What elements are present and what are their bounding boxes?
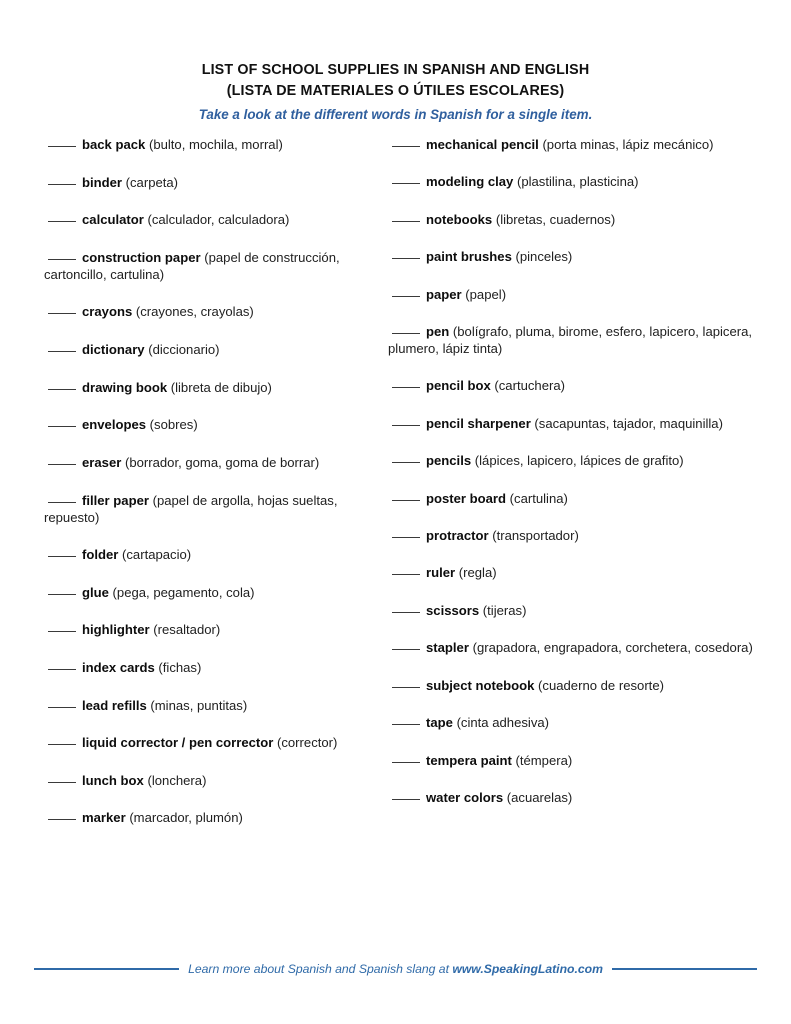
supply-term-english: pencil box bbox=[426, 378, 491, 394]
supply-entry bbox=[44, 136, 372, 153]
answer-blank-line[interactable] bbox=[48, 744, 76, 745]
supply-entry bbox=[44, 659, 372, 676]
supply-entry bbox=[388, 677, 761, 694]
supplies-column-right bbox=[378, 136, 791, 826]
supply-term-spanish: (borrador, goma, goma de borrar) bbox=[121, 454, 320, 470]
supply-term-spanish: (cartulina) bbox=[506, 490, 568, 506]
supply-entry bbox=[44, 303, 372, 320]
supply-term-spanish: (diccionario) bbox=[144, 342, 220, 358]
answer-blank-line[interactable] bbox=[48, 464, 76, 465]
supply-term-spanish: (cuaderno de resorte) bbox=[534, 677, 664, 693]
supply-entry bbox=[44, 734, 372, 751]
supply-term-spanish: (lápices, lapicero, lápices de grafito) bbox=[471, 453, 684, 469]
supply-term-english: water colors bbox=[426, 789, 504, 805]
supply-term-english: dictionary bbox=[82, 342, 145, 358]
supply-term-spanish: (corrector) bbox=[273, 735, 338, 751]
supplies-columns bbox=[0, 136, 791, 847]
supply-term-english: notebooks bbox=[426, 211, 493, 227]
supply-term-spanish: (papel de argolla, hojas sueltas, repuesto) bbox=[44, 492, 338, 525]
answer-blank-line[interactable] bbox=[392, 537, 420, 538]
supply-term-english: index cards bbox=[82, 659, 155, 675]
supply-entry bbox=[388, 752, 761, 769]
footer-rule-left bbox=[34, 968, 179, 970]
supply-term-english: modeling clay bbox=[426, 174, 514, 190]
supply-term-english: protractor bbox=[426, 528, 489, 544]
answer-blank-line[interactable] bbox=[48, 259, 76, 260]
supply-term-spanish: (regla) bbox=[455, 565, 497, 581]
supply-term-english: pen bbox=[426, 324, 450, 340]
supply-entry bbox=[44, 584, 372, 601]
supply-term-spanish: (pinceles) bbox=[511, 249, 573, 265]
supply-term-spanish: (minas, puntitas) bbox=[146, 697, 248, 713]
supply-entry bbox=[388, 415, 761, 432]
page-title-english: LIST OF SCHOOL SUPPLIES IN SPANISH AND ENGLISH bbox=[201, 62, 590, 78]
supply-term-spanish: (marcador, plumón) bbox=[125, 810, 243, 826]
supply-term-spanish: (grapadora, engrapadora, corchetera, cosedora) bbox=[468, 640, 753, 656]
answer-blank-line[interactable] bbox=[48, 389, 76, 390]
supply-entry bbox=[44, 454, 372, 471]
supply-term-english: liquid corrector / pen corrector bbox=[82, 735, 274, 751]
supply-entry bbox=[388, 564, 761, 581]
supply-term-english: tempera paint bbox=[426, 752, 512, 768]
document-header bbox=[0, 0, 791, 125]
footer-website-link[interactable]: www.SpeakingLatino.com bbox=[452, 962, 603, 976]
supply-term-english: marker bbox=[82, 810, 126, 826]
answer-blank-line[interactable] bbox=[392, 799, 420, 800]
supply-term-spanish: (témpera) bbox=[511, 752, 573, 768]
supply-term-english: poster board bbox=[426, 490, 507, 506]
supply-entry bbox=[388, 136, 761, 153]
answer-blank-line[interactable] bbox=[392, 296, 420, 297]
supply-term-english: ruler bbox=[426, 565, 456, 581]
supply-term-english: drawing book bbox=[82, 379, 168, 395]
answer-blank-line[interactable] bbox=[392, 500, 420, 501]
supply-term-spanish: (tijeras) bbox=[479, 602, 527, 618]
answer-blank-line[interactable] bbox=[48, 594, 76, 595]
supply-term-english: scissors bbox=[426, 602, 480, 618]
supply-term-spanish: (pega, pegamento, cola) bbox=[108, 584, 255, 600]
supply-entry bbox=[388, 789, 761, 806]
supply-entry bbox=[44, 249, 372, 283]
supply-entry bbox=[388, 248, 761, 265]
answer-blank-line[interactable] bbox=[392, 462, 420, 463]
supply-entry bbox=[388, 377, 761, 394]
supply-term-english: lead refills bbox=[82, 697, 147, 713]
supply-term-english: pencil sharpener bbox=[426, 415, 531, 431]
supply-term-spanish: (bulto, mochila, morral) bbox=[145, 137, 283, 152]
answer-blank-line[interactable] bbox=[48, 782, 76, 783]
supply-term-spanish: (carpeta) bbox=[122, 174, 179, 190]
supply-term-english: pencils bbox=[426, 453, 472, 469]
answer-blank-line[interactable] bbox=[48, 502, 76, 503]
page-footer bbox=[0, 962, 791, 976]
answer-blank-line[interactable] bbox=[48, 819, 76, 820]
supply-entry bbox=[388, 286, 761, 303]
answer-blank-line[interactable] bbox=[392, 221, 420, 222]
footer-text bbox=[188, 962, 603, 976]
footer-label: Learn more about Spanish and Spanish slang at bbox=[188, 962, 453, 976]
supply-term-spanish: (acuarelas) bbox=[503, 789, 573, 805]
supply-entry bbox=[44, 492, 372, 526]
supply-term-spanish: (transportador) bbox=[488, 528, 579, 544]
supply-term-spanish: (porta minas, lápiz mecánico) bbox=[538, 137, 714, 152]
supply-term-spanish: (libreta de dibujo) bbox=[167, 379, 272, 395]
supply-entry bbox=[388, 602, 761, 619]
supply-entry bbox=[44, 416, 372, 433]
answer-blank-line[interactable] bbox=[48, 351, 76, 352]
footer-rule-right bbox=[612, 968, 757, 970]
supply-entry bbox=[44, 772, 372, 789]
supply-entry bbox=[388, 490, 761, 507]
supply-term-english: tape bbox=[426, 715, 453, 731]
supply-term-english: eraser bbox=[82, 454, 122, 470]
answer-blank-line[interactable] bbox=[392, 612, 420, 613]
supply-entry bbox=[44, 211, 372, 228]
supply-term-spanish: (calculador, calculadora) bbox=[143, 212, 290, 228]
answer-blank-line[interactable] bbox=[48, 426, 76, 427]
supply-term-spanish: (bolígrafo, pluma, birome, esfero, lapicero, lapicera, plumero, lápiz tinta) bbox=[388, 324, 753, 357]
answer-blank-line[interactable] bbox=[48, 146, 76, 147]
answer-blank-line[interactable] bbox=[392, 183, 420, 184]
answer-blank-line[interactable] bbox=[392, 649, 420, 650]
supply-term-english: paper bbox=[426, 286, 462, 302]
supply-term-spanish: (cartapacio) bbox=[118, 547, 192, 563]
supply-entry bbox=[44, 379, 372, 396]
supply-term-english: highlighter bbox=[82, 622, 150, 638]
supply-entry bbox=[388, 714, 761, 731]
supply-entry bbox=[44, 174, 372, 191]
supply-term-spanish: (libretas, cuadernos) bbox=[492, 211, 616, 227]
supply-term-spanish: (crayones, crayolas) bbox=[132, 304, 254, 320]
answer-blank-line[interactable] bbox=[392, 258, 420, 259]
supply-entry bbox=[388, 211, 761, 228]
supply-term-english: folder bbox=[82, 547, 119, 563]
answer-blank-line[interactable] bbox=[48, 221, 76, 222]
supply-term-english: crayons bbox=[82, 304, 133, 320]
answer-blank-line[interactable] bbox=[392, 574, 420, 575]
answer-blank-line[interactable] bbox=[392, 762, 420, 763]
answer-blank-line[interactable] bbox=[392, 387, 420, 388]
supply-entry bbox=[388, 452, 761, 469]
answer-blank-line[interactable] bbox=[48, 631, 76, 632]
supply-term-spanish: (plastilina, plasticina) bbox=[513, 174, 639, 190]
answer-blank-line[interactable] bbox=[392, 687, 420, 688]
supply-term-spanish: (cartuchera) bbox=[490, 378, 565, 394]
answer-blank-line[interactable] bbox=[392, 425, 420, 426]
supply-term-english: back pack bbox=[82, 137, 146, 152]
supply-term-spanish: (papel) bbox=[461, 286, 507, 302]
supply-entry bbox=[44, 341, 372, 358]
answer-blank-line[interactable] bbox=[48, 669, 76, 670]
supply-entry bbox=[44, 697, 372, 714]
answer-blank-line[interactable] bbox=[48, 556, 76, 557]
supply-term-english: lunch box bbox=[82, 772, 144, 788]
supply-entry bbox=[388, 173, 761, 190]
supply-term-spanish: (sacapuntas, tajador, maquinilla) bbox=[530, 415, 723, 431]
supply-term-english: subject notebook bbox=[426, 677, 535, 693]
supply-term-spanish: (cinta adhesiva) bbox=[452, 715, 550, 731]
supply-term-spanish: (fichas) bbox=[154, 659, 202, 675]
answer-blank-line[interactable] bbox=[392, 724, 420, 725]
supply-term-english: paint brushes bbox=[426, 249, 512, 265]
supply-entry bbox=[44, 621, 372, 638]
supply-term-spanish: (papel de construcción, cartoncillo, cartulina) bbox=[44, 249, 340, 282]
answer-blank-line[interactable] bbox=[48, 707, 76, 708]
answer-blank-line[interactable] bbox=[392, 146, 420, 147]
page-subtitle: Take a look at the different words in Spanish for a single item. bbox=[198, 107, 593, 123]
supply-term-spanish: (sobres) bbox=[146, 417, 198, 433]
supply-entry bbox=[44, 809, 372, 826]
supply-term-english: calculator bbox=[82, 212, 144, 228]
answer-blank-line[interactable] bbox=[392, 333, 420, 334]
supply-term-english: binder bbox=[82, 174, 123, 190]
supply-term-english: filler paper bbox=[82, 492, 149, 508]
supply-entry bbox=[388, 639, 761, 656]
supplies-column-left bbox=[0, 136, 378, 847]
supply-term-english: construction paper bbox=[82, 249, 201, 265]
page-title-spanish: (LISTA DE MATERIALES O ÚTILES ESCOLARES) bbox=[226, 82, 565, 99]
supply-entry bbox=[388, 323, 761, 357]
supply-term-spanish: (resaltador) bbox=[149, 622, 221, 638]
answer-blank-line[interactable] bbox=[48, 313, 76, 314]
supply-entry bbox=[388, 527, 761, 544]
supply-entry bbox=[44, 546, 372, 563]
supply-term-english: glue bbox=[82, 584, 109, 600]
supply-term-english: envelopes bbox=[82, 417, 147, 433]
answer-blank-line[interactable] bbox=[48, 184, 76, 185]
supply-term-spanish: (lonchera) bbox=[143, 772, 207, 788]
supply-term-english: mechanical pencil bbox=[426, 137, 539, 152]
supply-term-english: stapler bbox=[426, 640, 469, 656]
